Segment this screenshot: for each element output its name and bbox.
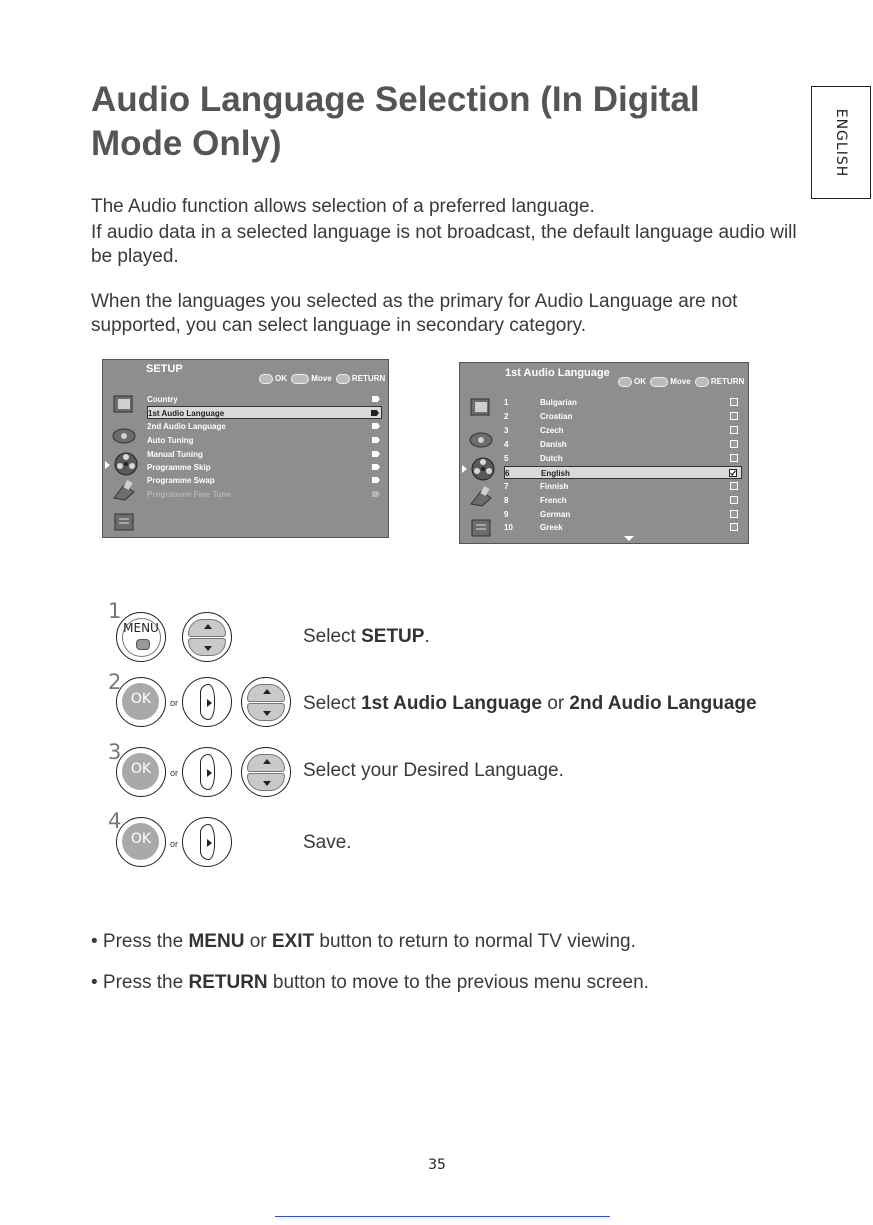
step-number: 3 (108, 740, 122, 764)
category-pointer-icon (105, 461, 110, 469)
language-row-french[interactable] (504, 494, 742, 507)
language-row-greek[interactable] (504, 521, 742, 534)
language-name: Bulgarian (540, 398, 577, 407)
ok-button[interactable] (116, 817, 166, 867)
language-number: 3 (504, 426, 509, 435)
language-name: Greek (540, 523, 563, 532)
menu-category-column (103, 360, 143, 537)
note-text-mid: or (244, 931, 272, 952)
language-number: 7 (504, 482, 509, 491)
help-move-label: Move (670, 377, 691, 387)
category-pointer-icon (462, 465, 467, 473)
note-text: • Press the (91, 972, 189, 993)
language-tab (811, 86, 871, 199)
setup-item-programme-skip[interactable] (147, 461, 382, 474)
language-number: 6 (505, 469, 510, 478)
language-checkbox-checked[interactable] (729, 469, 737, 477)
setup-category-icon (470, 456, 496, 480)
right-navigation-button[interactable] (182, 817, 232, 867)
language-row-bulgarian[interactable] (504, 396, 742, 409)
note-return (91, 972, 649, 994)
setup-item-auto-tuning[interactable] (147, 434, 382, 447)
up-arrow-icon (263, 689, 271, 694)
language-number: 5 (504, 454, 509, 463)
language-name: Danish (540, 440, 567, 449)
language-checkbox[interactable] (730, 523, 738, 531)
note-bold: RETURN (188, 972, 268, 993)
picture-category-icon (111, 393, 137, 417)
submenu-arrow-icon (372, 464, 380, 470)
or-label: or (170, 698, 179, 708)
option-category-icon (111, 479, 137, 503)
help-move-label: Move (311, 374, 332, 384)
note-bold: MENU (188, 931, 245, 952)
right-arrow-icon (207, 769, 212, 777)
language-number: 2 (504, 412, 509, 421)
note-bold-2: EXIT (271, 931, 315, 952)
language-checkbox[interactable] (730, 496, 738, 504)
language-row-english[interactable] (504, 466, 742, 479)
submenu-arrow-icon (372, 396, 380, 402)
step-text: Select (303, 626, 362, 647)
page-number: 35 (428, 1157, 446, 1173)
setup-item-2nd-audio-language[interactable] (147, 420, 382, 433)
or-label: or (170, 839, 179, 849)
right-navigation-button[interactable] (182, 677, 232, 727)
setup-menu-help (257, 374, 385, 384)
step-text-mid: or (541, 693, 570, 714)
help-return-label: RETURN (351, 374, 386, 384)
down-arrow-icon (204, 646, 212, 651)
language-number: 9 (504, 510, 509, 519)
language-row-dutch[interactable] (504, 452, 742, 465)
language-row-czech[interactable] (504, 424, 742, 437)
step-text-end: . (424, 626, 430, 647)
lock-category-icon (111, 510, 137, 534)
setup-item-label: Programme Swap (147, 476, 215, 485)
menu-button-label: MENU (123, 621, 159, 635)
right-arrow-icon (207, 699, 212, 707)
right-arrow-icon (207, 839, 212, 847)
down-arrow-icon (263, 711, 271, 716)
intro-paragraph-3: When the languages you selected as the primary for Audio Language are not supported, you can select language in secondary category. (91, 291, 738, 336)
up-arrow-icon (263, 759, 271, 764)
ok-key-icon (259, 374, 273, 384)
submenu-arrow-icon (371, 410, 379, 416)
return-key-icon (695, 377, 709, 387)
setup-item-label: 2nd Audio Language (147, 422, 226, 431)
language-name: German (540, 510, 571, 519)
step-number: 1 (108, 599, 122, 623)
language-number: 4 (504, 440, 509, 449)
language-name: English (541, 469, 570, 478)
submenu-arrow-icon (372, 423, 380, 429)
audio-category-icon (468, 427, 494, 451)
setup-menu-title: SETUP (146, 363, 183, 375)
language-menu-screen (459, 362, 749, 544)
help-return-label: RETURN (710, 377, 745, 387)
setup-item-programme-swap[interactable] (147, 474, 382, 487)
step-2-instruction (303, 693, 757, 715)
language-number: 1 (504, 398, 509, 407)
ok-button-label: OK (130, 831, 152, 847)
picture-category-icon (468, 396, 494, 420)
intro-paragraph-1: The Audio function allows selection of a preferred language. (91, 196, 595, 217)
language-menu-title: 1st Audio Language (505, 367, 610, 379)
return-key-icon (336, 374, 350, 384)
setup-item-manual-tuning[interactable] (147, 448, 382, 461)
step-text-bold-2: 2nd Audio Language (569, 693, 757, 714)
setup-item-programme-fine-tune (147, 488, 382, 501)
setup-category-icon (113, 451, 139, 475)
option-category-icon (468, 485, 494, 509)
language-tab-label: ENGLISH (833, 108, 849, 177)
help-ok-label: OK (634, 377, 646, 387)
menu-category-column (460, 363, 500, 543)
ok-button[interactable] (116, 747, 166, 797)
menu-button[interactable] (116, 612, 166, 662)
step-number: 2 (108, 670, 122, 694)
intro-paragraph-2: If audio data in a selected language is not broadcast, the default language audio will be played. (91, 222, 797, 267)
move-keys-icon (650, 377, 668, 387)
language-checkbox[interactable] (730, 412, 738, 420)
footer-rule (275, 1216, 610, 1217)
ok-button[interactable] (116, 677, 166, 727)
language-number: 8 (504, 496, 509, 505)
language-checkbox[interactable] (730, 510, 738, 518)
up-down-navigation-button[interactable] (241, 747, 291, 797)
or-label: or (170, 768, 179, 778)
setup-item-label: Programme Fine Tune (147, 490, 231, 499)
language-number: 10 (504, 523, 513, 532)
scroll-down-icon[interactable] (624, 536, 634, 541)
step-4-instruction: Save. (303, 832, 352, 853)
step-text: Select (303, 693, 362, 714)
menu-button-key-icon (136, 639, 150, 650)
language-name: Czech (540, 426, 564, 435)
move-keys-icon (291, 374, 309, 384)
check-icon (730, 470, 736, 476)
language-row-finnish[interactable] (504, 480, 742, 493)
language-row-german[interactable] (504, 508, 742, 521)
language-name: Dutch (540, 454, 563, 463)
step-text-bold: SETUP (361, 626, 425, 647)
setup-item-label: 1st Audio Language (148, 409, 225, 418)
step-3-instruction: Select your Desired Language. (303, 760, 564, 781)
submenu-arrow-icon (372, 491, 380, 497)
language-row-danish[interactable] (504, 438, 742, 451)
language-checkbox[interactable] (730, 426, 738, 434)
page-title: Audio Language Selection (In Digital Mode Only) (91, 80, 700, 163)
submenu-arrow-icon (372, 451, 380, 457)
setup-item-label: Programme Skip (147, 463, 211, 472)
ok-key-icon (618, 377, 632, 387)
setup-item-1st-audio-language[interactable] (147, 406, 382, 419)
note-text-end: button to return to normal TV viewing. (314, 931, 636, 952)
language-menu-help (616, 377, 744, 387)
setup-item-label: Auto Tuning (147, 436, 194, 445)
setup-menu-screen (102, 359, 389, 538)
step-number: 4 (108, 809, 122, 833)
setup-item-label: Manual Tuning (147, 450, 203, 459)
down-arrow-icon (263, 781, 271, 786)
note-text-end: button to move to the previous menu screen. (267, 972, 649, 993)
up-down-navigation-button[interactable] (182, 612, 232, 662)
language-checkbox[interactable] (730, 454, 738, 462)
step-text-bold: 1st Audio Language (361, 693, 542, 714)
audio-category-icon (111, 423, 137, 447)
language-row-croatian[interactable] (504, 410, 742, 423)
language-checkbox[interactable] (730, 440, 738, 448)
language-name: Croatian (540, 412, 573, 421)
ok-button-label: OK (130, 761, 152, 777)
language-checkbox[interactable] (730, 482, 738, 490)
step-1-instruction (303, 626, 430, 648)
language-checkbox[interactable] (730, 398, 738, 406)
submenu-arrow-icon (372, 437, 380, 443)
language-name: Finnish (540, 482, 569, 491)
right-navigation-button[interactable] (182, 747, 232, 797)
language-name: French (540, 496, 567, 505)
help-ok-label: OK (275, 374, 287, 384)
ok-button-label: OK (130, 691, 152, 707)
setup-item-country[interactable] (147, 393, 382, 406)
setup-item-label: Country (147, 395, 178, 404)
note-menu-exit (91, 931, 636, 953)
submenu-arrow-icon (372, 477, 380, 483)
note-text: • Press the (91, 931, 189, 952)
up-down-navigation-button[interactable] (241, 677, 291, 727)
lock-category-icon (468, 516, 494, 540)
up-arrow-icon (204, 624, 212, 629)
